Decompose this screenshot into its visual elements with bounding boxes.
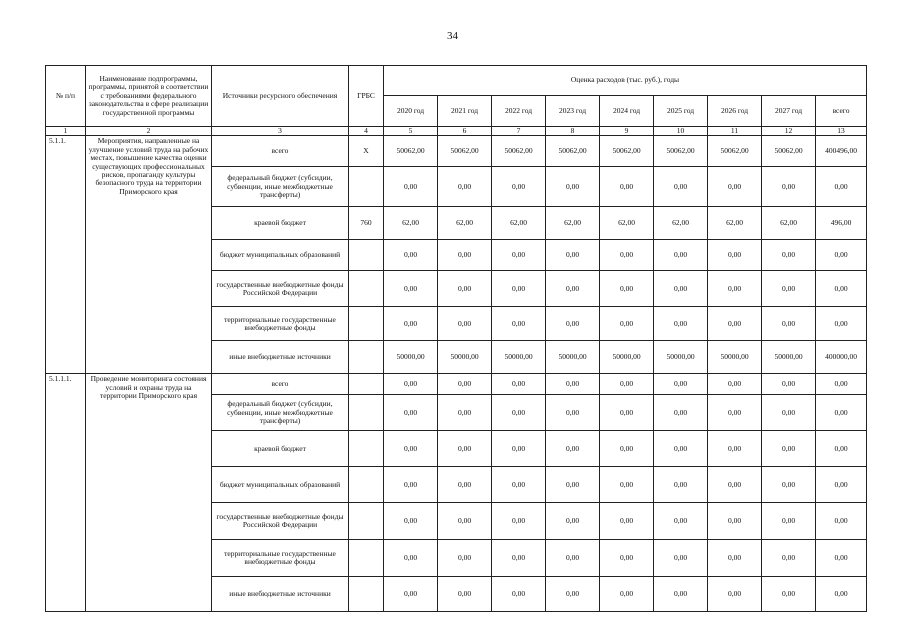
value-cell: 50000,00 (654, 341, 708, 374)
value-cell: 0,00 (762, 240, 816, 271)
source-cell: иные внебюджетные источники (212, 577, 349, 612)
value-cell: 0,00 (492, 271, 546, 307)
grbs-cell (349, 431, 384, 467)
year-header: 2021 год (438, 96, 492, 127)
grbs-cell (349, 341, 384, 374)
total-cell: 0,00 (816, 271, 867, 307)
year-header: 2025 год (654, 96, 708, 127)
total-cell: 0,00 (816, 467, 867, 503)
grbs-cell (349, 307, 384, 341)
value-cell: 0,00 (384, 540, 438, 577)
value-cell: 62,00 (492, 207, 546, 240)
source-cell: бюджет муниципальных образований (212, 467, 349, 503)
value-cell: 0,00 (654, 240, 708, 271)
total-cell: 0,00 (816, 503, 867, 540)
value-cell: 50000,00 (546, 341, 600, 374)
value-cell: 0,00 (384, 271, 438, 307)
item-name: Мероприятия, направленные на улучшение условий труда на рабочих местах, повышение качества оценки существующих профессиональных рисков, пропаганду культуры безопасного труда на территории Приморского края (86, 136, 212, 374)
value-cell: 62,00 (546, 207, 600, 240)
column-number: 5 (384, 127, 438, 136)
value-cell: 50000,00 (492, 341, 546, 374)
value-cell: 0,00 (546, 431, 600, 467)
value-cell: 0,00 (438, 167, 492, 207)
value-cell: 62,00 (384, 207, 438, 240)
value-cell: 50062,00 (762, 136, 816, 167)
value-cell: 0,00 (438, 374, 492, 395)
header-estimate: Оценка расходов (тыс. руб.), годы (384, 66, 867, 96)
total-cell: 0,00 (816, 577, 867, 612)
value-cell: 0,00 (438, 503, 492, 540)
value-cell: 0,00 (546, 374, 600, 395)
value-cell: 0,00 (600, 540, 654, 577)
value-cell: 0,00 (654, 307, 708, 341)
value-cell: 62,00 (654, 207, 708, 240)
value-cell: 50000,00 (600, 341, 654, 374)
value-cell: 0,00 (708, 307, 762, 341)
grbs-cell (349, 167, 384, 207)
grbs-cell (349, 240, 384, 271)
year-header: 2026 год (708, 96, 762, 127)
value-cell: 0,00 (654, 395, 708, 431)
value-cell: 0,00 (384, 431, 438, 467)
table-row (46, 136, 867, 167)
value-cell: 0,00 (762, 577, 816, 612)
source-cell: федеральный бюджет (субсидии, субвенции, иные межбюджетные трансферты) (212, 395, 349, 431)
column-number: 3 (212, 127, 349, 136)
value-cell: 0,00 (708, 431, 762, 467)
column-number-row (46, 127, 867, 136)
header-source: Источники ресурсного обеспечения (212, 66, 349, 127)
value-cell: 0,00 (438, 577, 492, 612)
value-cell: 62,00 (762, 207, 816, 240)
total-cell: 400000,00 (816, 341, 867, 374)
total-cell: 0,00 (816, 240, 867, 271)
value-cell: 0,00 (600, 395, 654, 431)
value-cell: 0,00 (762, 467, 816, 503)
grbs-cell (349, 577, 384, 612)
total-cell: 496,00 (816, 207, 867, 240)
value-cell: 0,00 (384, 395, 438, 431)
value-cell: 0,00 (492, 467, 546, 503)
value-cell: 0,00 (600, 374, 654, 395)
value-cell: 62,00 (438, 207, 492, 240)
value-cell: 0,00 (762, 307, 816, 341)
value-cell: 0,00 (762, 167, 816, 207)
value-cell: 0,00 (492, 503, 546, 540)
value-cell: 0,00 (384, 307, 438, 341)
value-cell: 0,00 (708, 271, 762, 307)
column-number: 10 (654, 127, 708, 136)
value-cell: 0,00 (438, 240, 492, 271)
grbs-cell (349, 395, 384, 431)
column-number: 4 (349, 127, 384, 136)
value-cell: 0,00 (492, 577, 546, 612)
value-cell: 0,00 (546, 167, 600, 207)
value-cell: 0,00 (654, 540, 708, 577)
value-cell: 0,00 (600, 431, 654, 467)
total-cell: 0,00 (816, 307, 867, 341)
grbs-cell (349, 503, 384, 540)
value-cell: 62,00 (600, 207, 654, 240)
value-cell: 0,00 (762, 395, 816, 431)
source-cell: всего (212, 374, 349, 395)
value-cell: 50062,00 (546, 136, 600, 167)
value-cell: 0,00 (654, 374, 708, 395)
value-cell: 0,00 (654, 503, 708, 540)
value-cell: 50062,00 (708, 136, 762, 167)
value-cell: 0,00 (546, 503, 600, 540)
value-cell: 50062,00 (600, 136, 654, 167)
source-cell: краевой бюджет (212, 207, 349, 240)
value-cell: 0,00 (654, 467, 708, 503)
value-cell: 0,00 (762, 503, 816, 540)
value-cell: 0,00 (600, 240, 654, 271)
source-cell: всего (212, 136, 349, 167)
value-cell: 50062,00 (492, 136, 546, 167)
value-cell: 0,00 (654, 271, 708, 307)
value-cell: 0,00 (708, 395, 762, 431)
item-code: 5.1.1. (46, 136, 86, 374)
year-header: 2020 год (384, 96, 438, 127)
header-name: Наименование подпрограммы, программы, принятой в соответствии с требованиями федерального законодательства в сфере реализации государственной программы (86, 66, 212, 127)
header-grbs: ГРБС (349, 66, 384, 127)
value-cell: 0,00 (600, 577, 654, 612)
header-num: № п/п (46, 66, 86, 127)
value-cell: 0,00 (654, 577, 708, 612)
source-cell: иные внебюджетные источники (212, 341, 349, 374)
value-cell: 50062,00 (384, 136, 438, 167)
source-cell: государственные внебюджетные фонды Российской Федерации (212, 503, 349, 540)
value-cell: 0,00 (492, 431, 546, 467)
value-cell: 0,00 (600, 167, 654, 207)
value-cell: 0,00 (600, 271, 654, 307)
grbs-cell (349, 540, 384, 577)
year-header: 2024 год (600, 96, 654, 127)
value-cell: 0,00 (438, 431, 492, 467)
value-cell: 0,00 (600, 467, 654, 503)
column-number: 12 (762, 127, 816, 136)
value-cell: 0,00 (384, 503, 438, 540)
source-cell: краевой бюджет (212, 431, 349, 467)
column-number: 7 (492, 127, 546, 136)
value-cell: 50062,00 (654, 136, 708, 167)
grbs-cell: Х (349, 136, 384, 167)
value-cell: 0,00 (762, 374, 816, 395)
column-number: 1 (46, 127, 86, 136)
value-cell: 0,00 (762, 431, 816, 467)
value-cell: 0,00 (708, 167, 762, 207)
total-cell: 0,00 (816, 374, 867, 395)
value-cell: 0,00 (384, 467, 438, 503)
column-number: 11 (708, 127, 762, 136)
total-cell: 0,00 (816, 431, 867, 467)
value-cell: 0,00 (654, 167, 708, 207)
total-cell: 0,00 (816, 395, 867, 431)
grbs-cell: 760 (349, 207, 384, 240)
value-cell: 0,00 (384, 240, 438, 271)
value-cell: 0,00 (762, 271, 816, 307)
grbs-cell (349, 467, 384, 503)
value-cell: 0,00 (546, 271, 600, 307)
value-cell: 50062,00 (438, 136, 492, 167)
page-number: 34 (447, 30, 458, 42)
value-cell: 0,00 (708, 467, 762, 503)
grbs-cell (349, 271, 384, 307)
source-cell: территориальные государственные внебюджетные фонды (212, 540, 349, 577)
value-cell: 0,00 (492, 240, 546, 271)
value-cell: 0,00 (492, 395, 546, 431)
header-row-top (46, 66, 867, 96)
value-cell: 0,00 (384, 167, 438, 207)
value-cell: 0,00 (438, 467, 492, 503)
value-cell: 62,00 (708, 207, 762, 240)
source-cell: бюджет муниципальных образований (212, 240, 349, 271)
value-cell: 0,00 (438, 307, 492, 341)
column-number: 2 (86, 127, 212, 136)
total-cell: 0,00 (816, 540, 867, 577)
item-name: Проведение мониторинга состояния условий и охраны труда на территории Приморского края (86, 374, 212, 612)
total-cell: 0,00 (816, 167, 867, 207)
source-cell: территориальные государственные внебюджетные фонды (212, 307, 349, 341)
column-number: 8 (546, 127, 600, 136)
total-header: всего (816, 96, 867, 127)
value-cell: 0,00 (546, 577, 600, 612)
value-cell: 50000,00 (762, 341, 816, 374)
value-cell: 0,00 (546, 395, 600, 431)
value-cell: 0,00 (708, 503, 762, 540)
column-number: 9 (600, 127, 654, 136)
value-cell: 0,00 (492, 307, 546, 341)
value-cell: 0,00 (438, 395, 492, 431)
year-header: 2023 год (546, 96, 600, 127)
value-cell: 0,00 (708, 540, 762, 577)
source-cell: государственные внебюджетные фонды Российской Федерации (212, 271, 349, 307)
value-cell: 0,00 (492, 374, 546, 395)
source-cell: федеральный бюджет (субсидии, субвенции, иные межбюджетные трансферты) (212, 167, 349, 207)
value-cell: 0,00 (546, 307, 600, 341)
value-cell: 50000,00 (708, 341, 762, 374)
value-cell: 0,00 (708, 374, 762, 395)
value-cell: 0,00 (600, 307, 654, 341)
year-header: 2027 год (762, 96, 816, 127)
value-cell: 0,00 (654, 431, 708, 467)
total-cell: 400496,00 (816, 136, 867, 167)
table-row (46, 374, 867, 395)
value-cell: 0,00 (762, 540, 816, 577)
value-cell: 0,00 (438, 271, 492, 307)
value-cell: 0,00 (492, 167, 546, 207)
column-number: 6 (438, 127, 492, 136)
value-cell: 0,00 (438, 540, 492, 577)
value-cell: 0,00 (546, 467, 600, 503)
value-cell: 0,00 (708, 240, 762, 271)
value-cell: 0,00 (492, 540, 546, 577)
value-cell: 50000,00 (438, 341, 492, 374)
column-number: 13 (816, 127, 867, 136)
value-cell: 50000,00 (384, 341, 438, 374)
item-code: 5.1.1.1. (46, 374, 86, 612)
grbs-cell (349, 374, 384, 395)
value-cell: 0,00 (384, 374, 438, 395)
expenses-table (45, 65, 867, 612)
value-cell: 0,00 (546, 240, 600, 271)
value-cell: 0,00 (384, 577, 438, 612)
value-cell: 0,00 (546, 540, 600, 577)
value-cell: 0,00 (600, 503, 654, 540)
value-cell: 0,00 (708, 577, 762, 612)
year-header: 2022 год (492, 96, 546, 127)
